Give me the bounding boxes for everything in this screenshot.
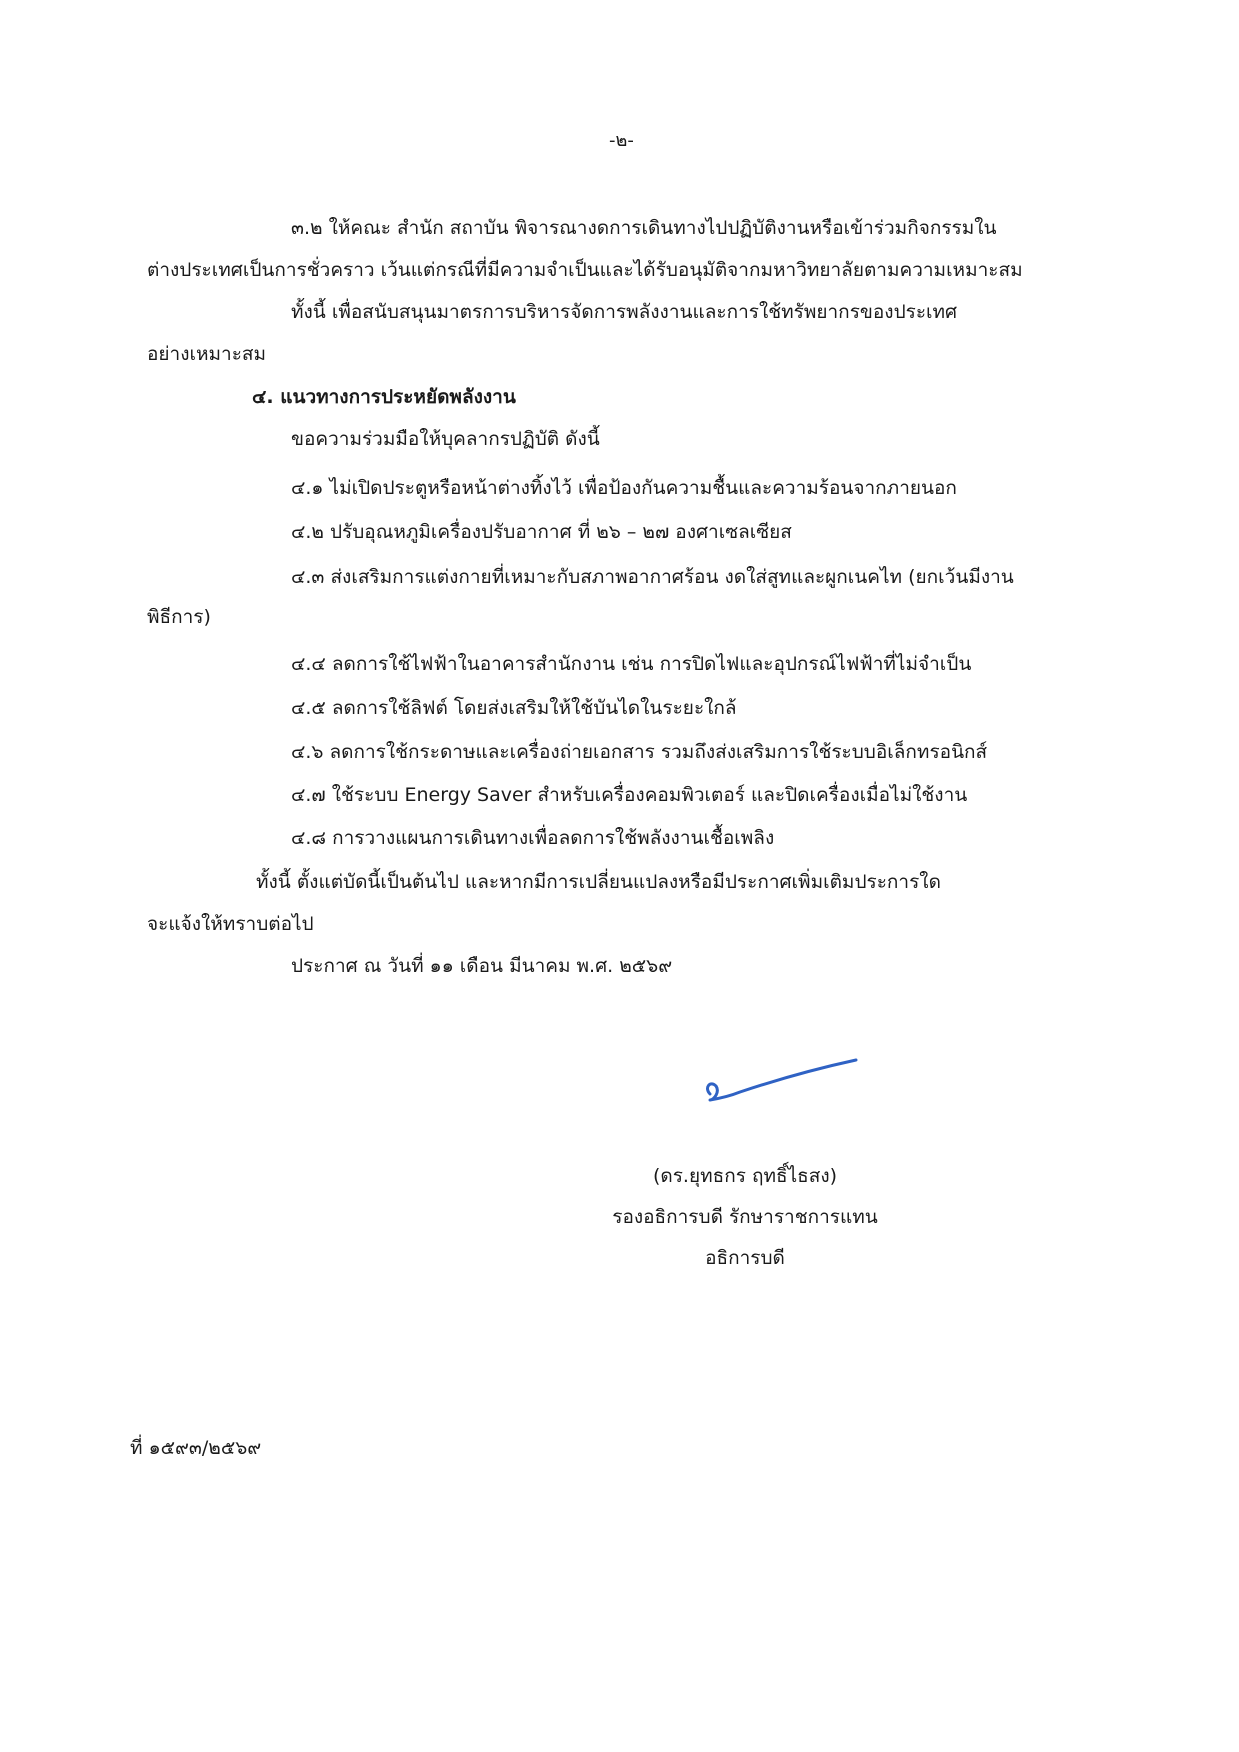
signatory-name: (ดร.ยุทธกร ฤทธิ์ไธสง) [652,1165,838,1187]
item-4-4: ๔.๔ ลดการใช้ไฟฟ้าในอาคารสำนักงาน เช่น การปิดไฟและอุปกรณ์ไฟฟ้าที่ไม่จำเป็น [291,653,972,675]
item-4-7: ๔.๗ ใช้ระบบ Energy Saver สำหรับเครื่องคอมพิวเตอร์ และปิดเครื่องเมื่อไม่ใช้งาน [291,784,968,806]
item-4-8: ๔.๘ การวางแผนการเดินทางเพื่อลดการใช้พลังงานเชื้อเพลิง [291,827,775,849]
item-4-1: ๔.๑ ไม่เปิดประตูหรือหน้าต่างทิ้งไว้ เพื่อป้องกันความชื้นและความร้อนจากภายนอก [291,477,957,499]
item-4-5: ๔.๕ ลดการใช้ลิฟต์ โดยส่งเสริมให้ใช้บันไดในระยะใกล้ [291,697,737,719]
item-4-3-line2: พิธีการ) [147,606,211,628]
item-4-2: ๔.๒ ปรับอุณหภูมิเครื่องปรับอากาศ ที่ ๒๖ – ๒๗ องศาเซลเซียส [291,521,792,543]
signature-mark [700,1050,860,1110]
summary-line2: อย่างเหมาะสม [147,343,267,365]
item-4-6: ๔.๖ ลดการใช้กระดาษและเครื่องถ่ายเอกสาร รวมถึงส่งเสริมการใช้ระบบอิเล็กทรอนิกส์ [291,741,988,763]
summary-line1: ทั้งนี้ เพื่อสนับสนุนมาตรการบริหารจัดการพลังงานและการใช้ทรัพยากรของประเทศ [291,301,958,323]
section-4-heading: ๔. แนวทางการประหยัดพลังงาน [252,386,516,408]
closing-line2: จะแจ้งให้ทราบต่อไป [147,913,314,935]
page-number: -๒- [609,130,634,151]
section-4-intro: ขอความร่วมมือให้บุคลากรปฏิบัติ ดังนี้ [291,428,600,450]
signatory-position: รองอธิการบดี รักษาราชการแทน [612,1206,878,1228]
item-3-2-line1: ๓.๒ ให้คณะ สำนัก สถาบัน พิจารณางดการเดินทางไปปฏิบัติงานหรือเข้าร่วมกิจกรรมใน [291,217,997,239]
signatory-block [560,1163,930,1286]
reference-number: ที่ ๑๕๙๓/๒๕๖๙ [130,1437,262,1459]
signatory-title: อธิการบดี [705,1247,785,1269]
item-4-3-line1: ๔.๓ ส่งเสริมการแต่งกายที่เหมาะกับสภาพอากาศร้อน งดใส่สูทและผูกเนคไท (ยกเว้นมีงาน [291,566,1014,588]
announcement-date: ประกาศ ณ วันที่ ๑๑ เดือน มีนาคม พ.ศ. ๒๕๖๙ [291,955,673,977]
item-3-2-line2: ต่างประเทศเป็นการชั่วคราว เว้นแต่กรณีที่มีความจำเป็นและได้รับอนุมัติจากมหาวิทยาลัยตามความเหมาะสม [147,259,1023,281]
closing-line1: ทั้งนี้ ตั้งแต่บัดนี้เป็นต้นไป และหากมีการเปลี่ยนแปลงหรือมีประกาศเพิ่มเติมประการใด [256,871,941,893]
